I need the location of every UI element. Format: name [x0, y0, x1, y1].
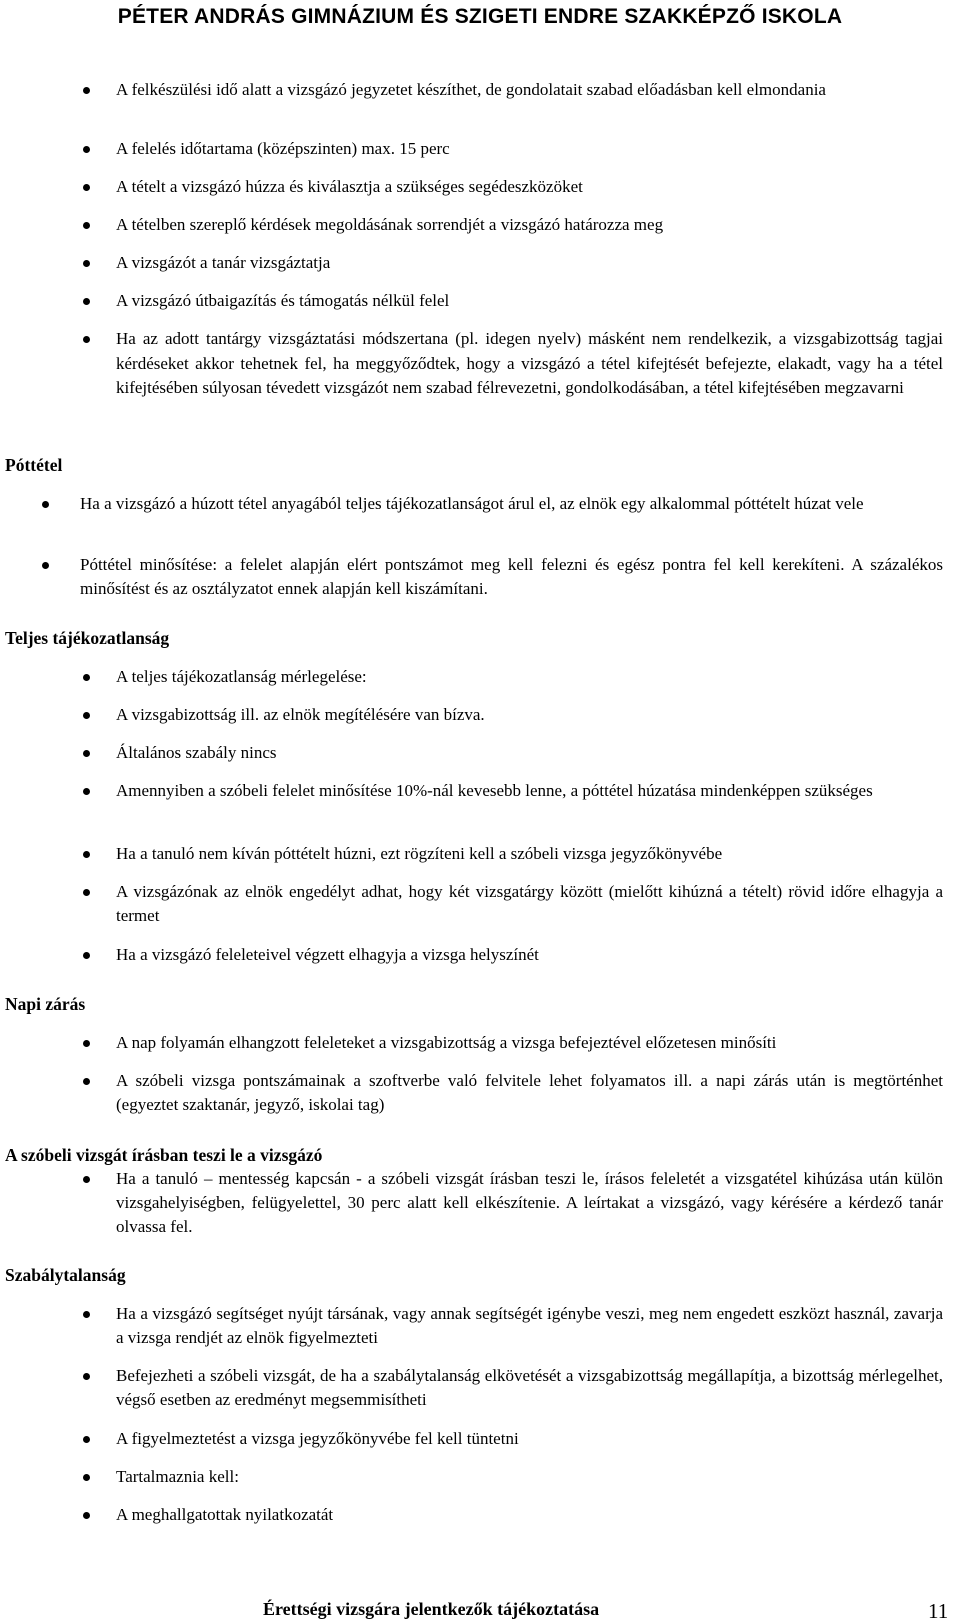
- list-item: A tételben szereplő kérdések megoldásának sorrendjét a vizsgázó határozza meg: [116, 213, 943, 237]
- bullet-icon: [83, 146, 90, 153]
- bullet-icon: [83, 222, 90, 229]
- list-item: Amennyiben a szóbeli felelet minősítése 10%-nál kevesebb lenne, a póttétel húzatása mindenképpen szükséges: [116, 779, 943, 803]
- list-item: Általános szabály nincs: [116, 741, 943, 765]
- list-item: A szóbeli vizsga pontszámainak a szoftverbe való felvitele lehet folyamatos ill. a napi zárás után is megtörténhet (egyeztet szaktanár, jegyző, iskolai tag): [116, 1069, 943, 1117]
- bullet-icon: [83, 1436, 90, 1443]
- page-header: PÉTER ANDRÁS GIMNÁZIUM ÉS SZIGETI ENDRE SZAKKÉPZŐ ISKOLA: [117, 5, 843, 28]
- list-item: A nap folyamán elhangzott feleleteket a vizsgabizottság a vizsga befejeztével előzetesen minősíti: [116, 1031, 943, 1055]
- bullet-icon: [83, 260, 90, 267]
- bullet-icon: [42, 501, 49, 508]
- bullet-icon: [83, 336, 90, 343]
- section-heading-teljes: Teljes tájékozatlanság: [5, 628, 170, 648]
- bullet-icon: [83, 184, 90, 191]
- list-item: Ha az adott tantárgy vizsgáztatási módszertana (pl. idegen nyelv) másként nem rendelkezik, a vizsgabizottság tagjai kérdéseket akkor tehetnek fel, ha meggyőződtek, hogy a vizsgázó a tétel kifejtését befejezte, elakadt, vagy ha a tétel kifejtésében súlyosan tévedett vizsgázót nem szabad félrevezetni, gondolkodásában, a tétel kifejtésében megzavarni: [116, 327, 943, 401]
- bullet-icon: [83, 298, 90, 305]
- list-item: Ha a vizsgázó a húzott tétel anyagából teljes tájékozatlanságot árul el, az elnök egy alkalommal póttételt húzat vele: [80, 492, 943, 516]
- bullet-icon: [83, 1311, 90, 1318]
- list-item: Ha a vizsgázó feleleteivel végzett elhagyja a vizsga helyszínét: [116, 943, 943, 967]
- list-item: Ha a vizsgázó segítséget nyújt társának, vagy annak segítségét igénybe veszi, meg nem engedett eszközt használ, zavarja a vizsga rendjét az elnök figyelmezteti: [116, 1302, 943, 1350]
- list-item: A tételt a vizsgázó húzza és kiválasztja a szükséges segédeszközöket: [116, 175, 943, 199]
- bullet-icon: [83, 952, 90, 959]
- bullet-icon: [83, 750, 90, 757]
- bullet-icon: [83, 87, 90, 94]
- list-item: Ha a tanuló – mentesség kapcsán - a szóbeli vizsgát írásban teszi le, írásos feleletét a vizsgatétel kihúzása után külön vizsgahelyiségben, felügyelettel, 30 perc alatt kell elkészítenie. A leírtakat a vizsgázó, vagy kérésére a kérdező tanár olvassa fel.: [116, 1167, 943, 1239]
- list-item: Póttétel minősítése: a felelet alapján elért pontszámot meg kell felezni és egész pontra fel kell kerekíteni. A százalékos minősítést és az osztályzatot ennek alapján kell kiszámítani.: [80, 553, 943, 601]
- list-item: A vizsgabizottság ill. az elnök megítélésére van bízva.: [116, 703, 943, 727]
- bullet-icon: [83, 1040, 90, 1047]
- list-item: A figyelmeztetést a vizsga jegyzőkönyvébe fel kell tüntetni: [116, 1427, 943, 1451]
- section-heading-napi: Napi zárás: [5, 994, 86, 1014]
- bullet-icon: [83, 788, 90, 795]
- bullet-icon: [83, 674, 90, 681]
- list-item: A felkészülési idő alatt a vizsgázó jegyzetet készíthet, de gondolatait szabad előadásban kell elmondania: [116, 78, 943, 102]
- list-item: Tartalmaznia kell:: [116, 1465, 943, 1489]
- bullet-icon: [83, 889, 90, 896]
- bullet-icon: [83, 851, 90, 858]
- footer-title: Érettségi vizsgára jelentkezők tájékoztatása: [263, 1599, 600, 1619]
- list-item: A vizsgázó útbaigazítás és támogatás nélkül felel: [116, 289, 943, 313]
- list-item: Befejezheti a szóbeli vizsgát, de ha a szabálytalanság elkövetését a vizsgabizottság megállapítja, a bizottság mérlegelhet, végső esetben az eredményt megsemmisítheti: [116, 1364, 943, 1412]
- page-number: 11: [928, 1599, 949, 1623]
- bullet-icon: [83, 1078, 90, 1085]
- bullet-icon: [83, 712, 90, 719]
- list-item: A meghallgatottak nyilatkozatát: [116, 1503, 943, 1527]
- bullet-icon: [83, 1512, 90, 1519]
- section-heading-szabaly: Szabálytalanság: [5, 1265, 126, 1285]
- list-item: A vizsgázónak az elnök engedélyt adhat, hogy két vizsgatárgy között (mielőtt kihúzná a tételt) rövid időre elhagyja a termet: [116, 880, 943, 928]
- list-item: A teljes tájékozatlanság mérlegelése:: [116, 665, 943, 689]
- section-heading-irasban: A szóbeli vizsgát írásban teszi le a vizsgázó: [5, 1145, 323, 1165]
- list-item: A felelés időtartama (középszinten) max. 15 perc: [116, 137, 943, 161]
- list-item: Ha a tanuló nem kíván póttételt húzni, ezt rögzíteni kell a szóbeli vizsga jegyzőkönyvébe: [116, 842, 943, 866]
- bullet-icon: [83, 1176, 90, 1183]
- bullet-icon: [42, 562, 49, 569]
- bullet-icon: [83, 1474, 90, 1481]
- bullet-icon: [83, 1373, 90, 1380]
- list-item: A vizsgázót a tanár vizsgáztatja: [116, 251, 943, 275]
- section-heading-pottetel: Póttétel: [5, 455, 63, 475]
